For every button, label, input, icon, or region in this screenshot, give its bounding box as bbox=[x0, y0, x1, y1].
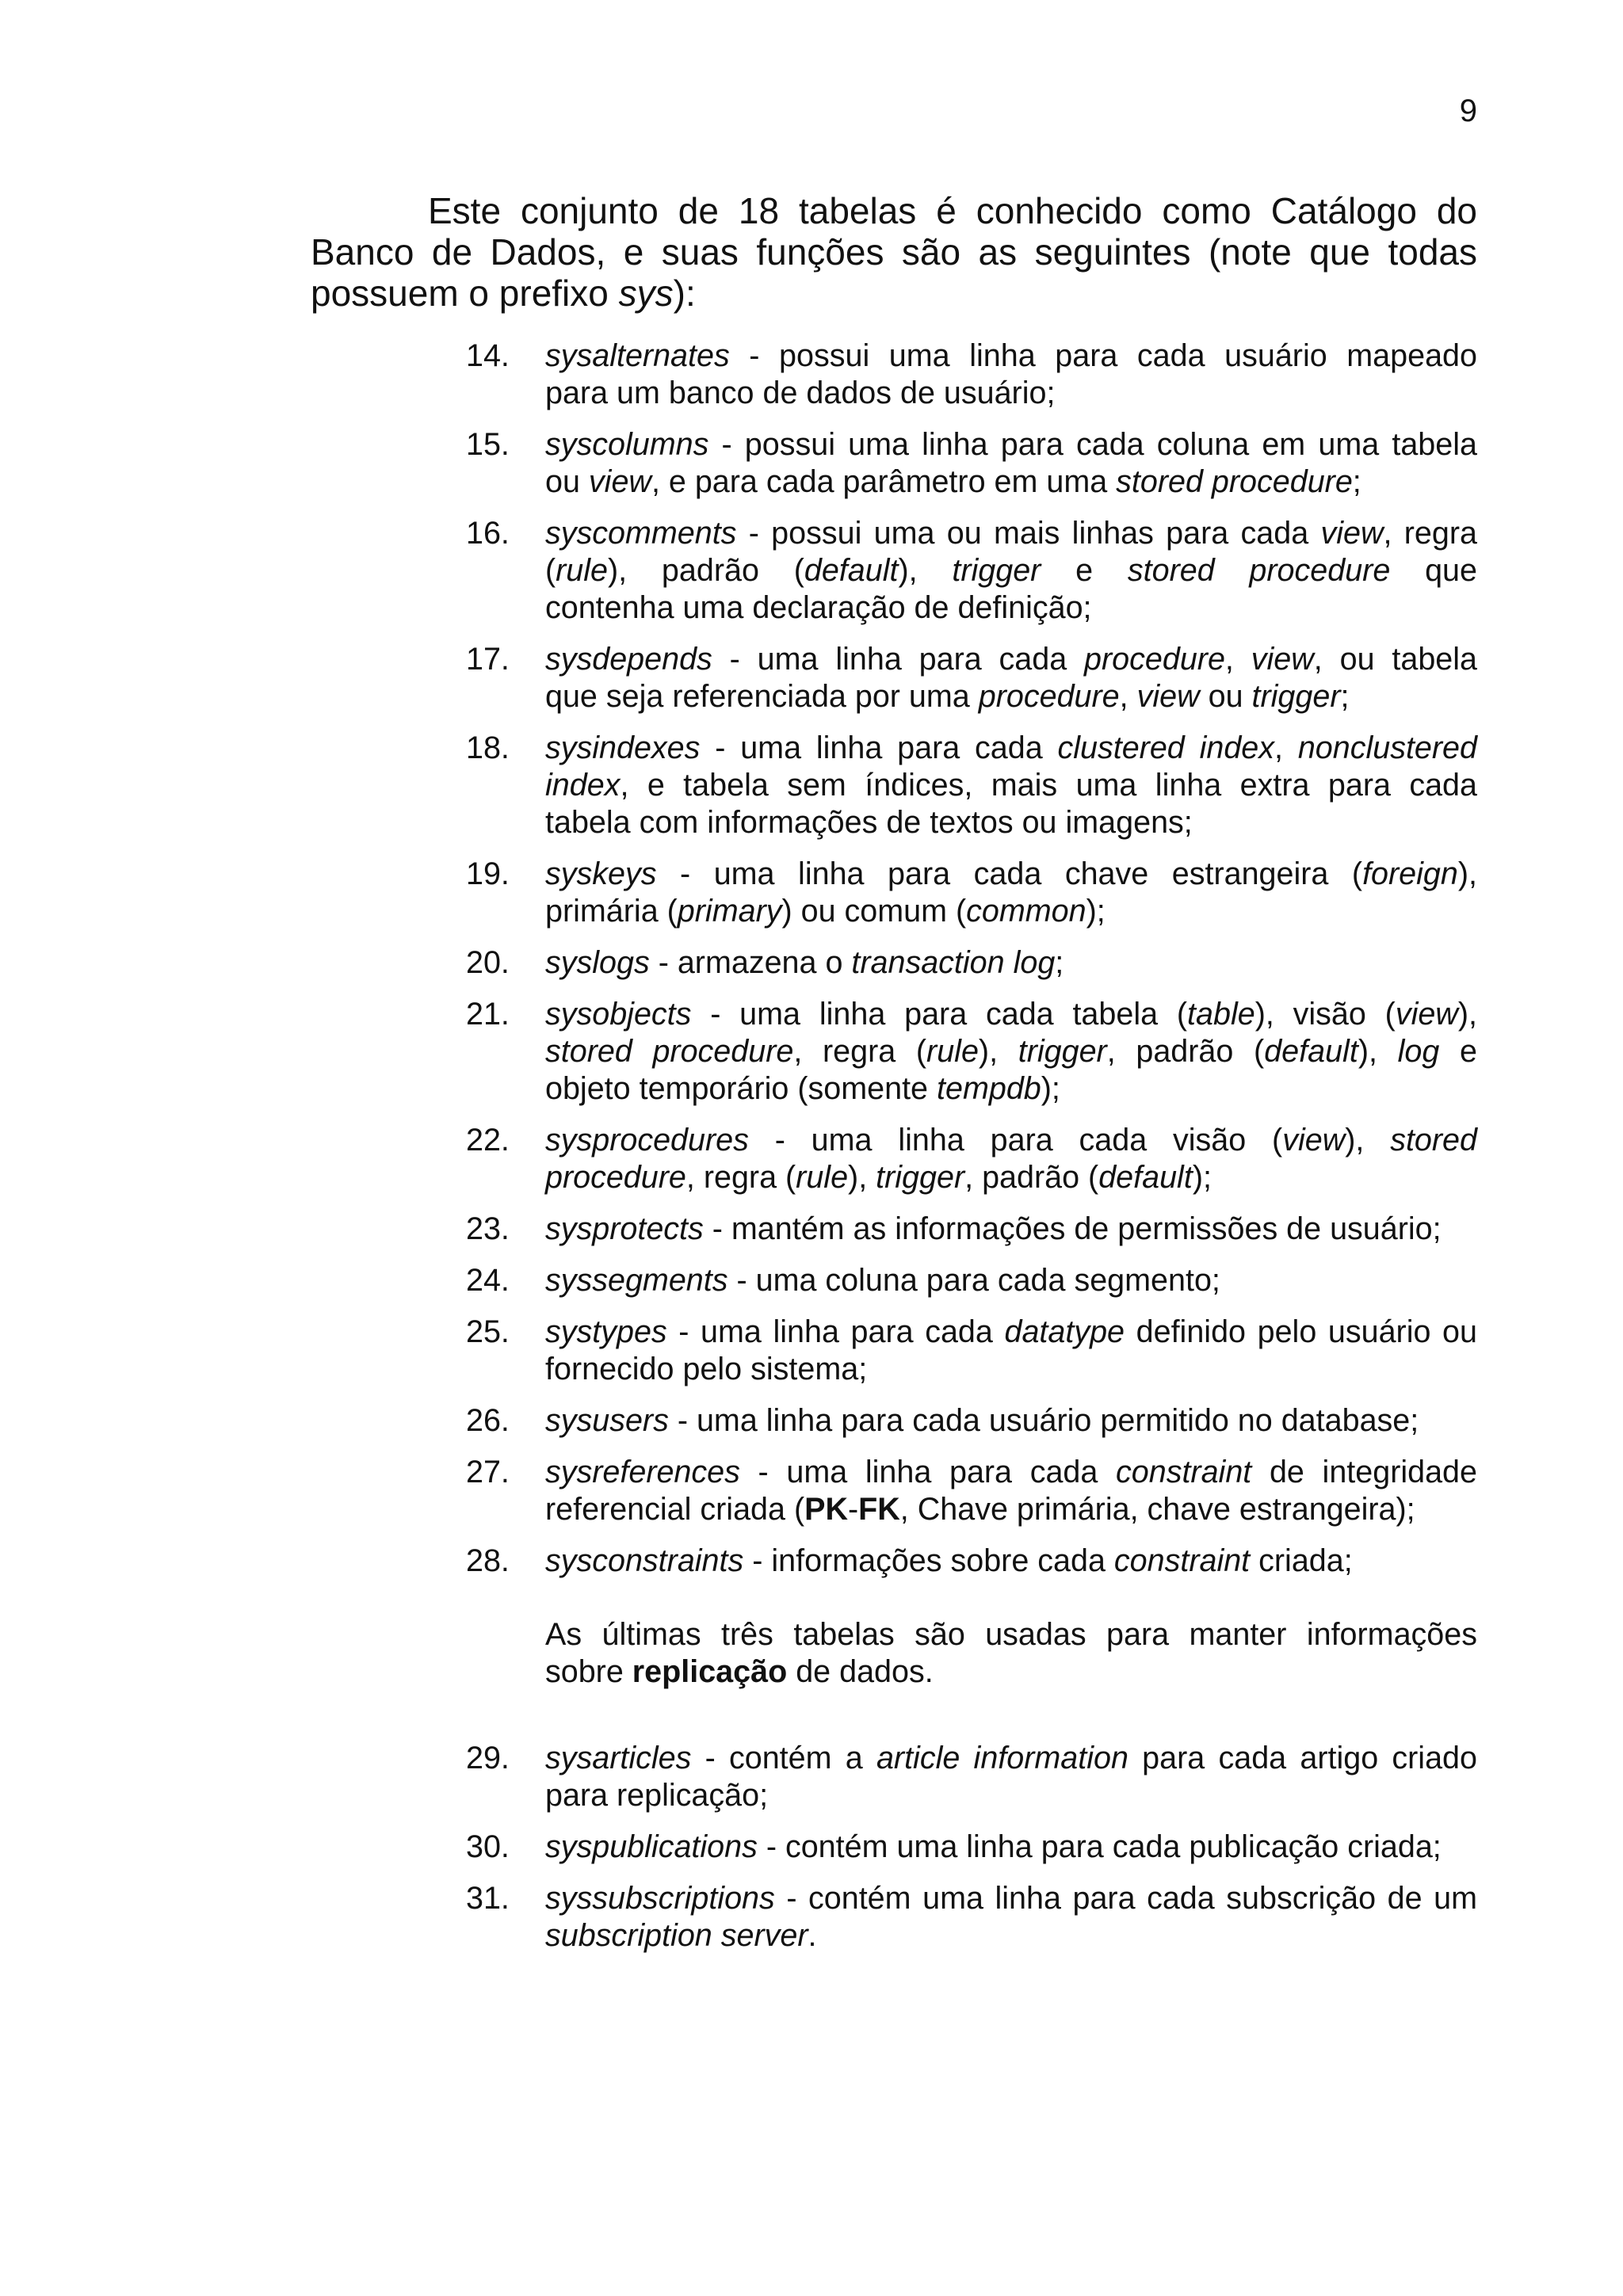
italic-term: stored procedure bbox=[1116, 464, 1353, 499]
italic-term: view bbox=[1251, 642, 1314, 677]
text-segment: , Chave primária, chave estrangeira); bbox=[899, 1492, 1415, 1527]
list-item-number: 27. bbox=[466, 1455, 510, 1489]
italic-term: sysobjects bbox=[545, 997, 692, 1032]
text-segment: , bbox=[1119, 679, 1137, 714]
list-item-number: 30. bbox=[466, 1829, 510, 1864]
list-item bbox=[466, 996, 1477, 1108]
italic-term: sysalternates bbox=[545, 338, 730, 373]
text-line bbox=[545, 515, 1477, 552]
italic-term: syskeys bbox=[545, 856, 657, 891]
italic-term: procedure bbox=[1084, 642, 1225, 677]
bold-term: PK bbox=[804, 1492, 848, 1527]
italic-term: procedure bbox=[545, 1160, 686, 1195]
list-item-number: 29. bbox=[466, 1741, 510, 1775]
text-segment: - uma linha para cada bbox=[666, 1314, 1005, 1349]
text-segment: ; bbox=[1340, 679, 1350, 714]
italic-term: sysindexes bbox=[545, 730, 701, 765]
text-line bbox=[545, 1314, 1477, 1351]
list-item-number: 24. bbox=[466, 1263, 510, 1298]
italic-term: default bbox=[1098, 1160, 1193, 1195]
text-segment: ), bbox=[898, 553, 953, 588]
italic-term: sysusers bbox=[545, 1403, 669, 1438]
text-segment: para um banco de dados de usuário; bbox=[545, 376, 1056, 410]
list-item bbox=[466, 1211, 1477, 1248]
text-segment: criada; bbox=[1250, 1543, 1353, 1578]
list-item bbox=[466, 1454, 1477, 1528]
text-line bbox=[545, 1880, 1477, 1917]
intro-line-2: Banco de Dados, e suas funções são as seguintes (note que todas bbox=[311, 231, 1477, 273]
italic-term: datatype bbox=[1004, 1314, 1125, 1349]
text-segment: - informações sobre cada bbox=[743, 1543, 1114, 1578]
list-item bbox=[466, 338, 1477, 412]
text-segment: , ou tabela bbox=[1313, 642, 1478, 677]
text-line bbox=[545, 1262, 1477, 1299]
text-segment: - uma coluna para cada segmento; bbox=[727, 1263, 1220, 1298]
text-line bbox=[545, 375, 1477, 412]
text-line bbox=[545, 1616, 1477, 1653]
text-line bbox=[545, 1740, 1477, 1777]
italic-term: default bbox=[804, 553, 899, 588]
italic-term: sysprotects bbox=[545, 1211, 704, 1246]
text-segment: ), bbox=[1345, 1123, 1391, 1158]
text-segment: - uma linha para cada tabela ( bbox=[691, 997, 1188, 1032]
list-item-number: 16. bbox=[466, 516, 510, 551]
intro-line-3-text: possuem o prefixo bbox=[311, 273, 619, 314]
text-segment: sobre bbox=[545, 1654, 632, 1689]
text-segment: que seja referenciada por uma bbox=[545, 679, 979, 714]
text-segment: que bbox=[1390, 553, 1477, 588]
text-segment: - contém uma linha para cada subscrição de um bbox=[774, 1881, 1477, 1916]
list-item bbox=[466, 1543, 1477, 1580]
text-segment: - uma linha para cada chave estrangeira ( bbox=[656, 856, 1363, 891]
italic-term: systypes bbox=[545, 1314, 667, 1349]
italic-term: trigger bbox=[952, 553, 1041, 588]
list-item bbox=[466, 1122, 1477, 1196]
text-line bbox=[545, 552, 1477, 589]
list-item bbox=[466, 641, 1477, 715]
text-line bbox=[545, 1653, 1477, 1691]
text-segment: ), bbox=[1457, 856, 1477, 891]
table-list bbox=[466, 338, 1477, 1955]
list-item bbox=[466, 1314, 1477, 1388]
italic-term: transaction log bbox=[851, 945, 1056, 980]
list-item-number: 23. bbox=[466, 1211, 510, 1246]
replication-note bbox=[466, 1616, 1477, 1691]
text-line bbox=[545, 944, 1477, 982]
italic-term: procedure bbox=[978, 679, 1120, 714]
italic-term: syslogs bbox=[545, 945, 650, 980]
list-item-number: 26. bbox=[466, 1403, 510, 1438]
list-item bbox=[466, 944, 1477, 982]
italic-term: view bbox=[1395, 997, 1458, 1032]
text-segment: ); bbox=[1041, 1071, 1060, 1106]
text-segment: - uma linha para cada visão ( bbox=[748, 1123, 1283, 1158]
text-segment: - possui uma ou mais linhas para cada bbox=[736, 516, 1321, 551]
list-item-number: 14. bbox=[466, 338, 510, 373]
text-line bbox=[545, 1070, 1477, 1108]
text-segment: ou bbox=[1199, 679, 1252, 714]
text-line bbox=[545, 996, 1477, 1033]
text-segment: - bbox=[847, 1492, 859, 1527]
list-item bbox=[466, 1829, 1477, 1866]
text-line bbox=[545, 426, 1477, 463]
intro-line-3-end: ): bbox=[673, 273, 696, 314]
text-line bbox=[545, 1491, 1477, 1528]
text-segment: ), bbox=[978, 1034, 1018, 1069]
text-line bbox=[545, 804, 1477, 841]
italic-term: sysarticles bbox=[545, 1741, 692, 1775]
text-segment: As últimas três tabelas são usadas para manter informações bbox=[545, 1617, 1477, 1652]
bold-term: FK bbox=[858, 1492, 900, 1527]
list-item-number: 15. bbox=[466, 427, 510, 462]
text-segment: ou bbox=[545, 464, 589, 499]
italic-term: stored procedure bbox=[1127, 553, 1391, 588]
italic-term: syscomments bbox=[545, 516, 737, 551]
text-segment: ) ou comum ( bbox=[781, 894, 967, 929]
text-line bbox=[545, 1777, 1477, 1814]
text-segment: e bbox=[1041, 553, 1128, 588]
italic-term: sysconstraints bbox=[545, 1543, 744, 1578]
text-segment: ), bbox=[848, 1160, 876, 1195]
text-segment: - mantém as informações de permissões de usuário; bbox=[703, 1211, 1442, 1246]
text-line bbox=[545, 1351, 1477, 1388]
list-item bbox=[466, 426, 1477, 501]
text-segment: , bbox=[1224, 642, 1251, 677]
list-item-number: 25. bbox=[466, 1314, 510, 1349]
text-line bbox=[545, 641, 1477, 678]
text-segment: de integridade bbox=[1251, 1455, 1477, 1489]
text-segment: , padrão ( bbox=[964, 1160, 1099, 1195]
list-item-number: 20. bbox=[466, 945, 510, 980]
text-segment: ; bbox=[1352, 464, 1361, 499]
text-segment: - uma linha para cada bbox=[700, 730, 1058, 765]
text-segment: , padrão ( bbox=[1106, 1034, 1265, 1069]
list-item bbox=[466, 856, 1477, 930]
intro-paragraph bbox=[311, 190, 1477, 314]
italic-term: syspublications bbox=[545, 1829, 758, 1864]
text-segment: referencial criada ( bbox=[545, 1492, 805, 1527]
list-item bbox=[466, 1262, 1477, 1299]
text-line bbox=[545, 856, 1477, 893]
list-item bbox=[466, 1402, 1477, 1440]
text-segment: , e para cada parâmetro em uma bbox=[651, 464, 1117, 499]
text-line bbox=[545, 678, 1477, 715]
italic-term: foreign bbox=[1362, 856, 1458, 891]
italic-term: rule bbox=[926, 1034, 979, 1069]
intro-line-1: Este conjunto de 18 tabelas é conhecido como Catálogo do bbox=[428, 190, 1477, 231]
italic-term: constraint bbox=[1113, 1543, 1251, 1578]
text-line bbox=[545, 893, 1477, 930]
list-item bbox=[466, 730, 1477, 841]
text-line bbox=[545, 463, 1477, 501]
text-segment: definido pelo usuário ou bbox=[1125, 1314, 1477, 1349]
italic-term: view bbox=[1282, 1123, 1346, 1158]
text-segment: - contém a bbox=[691, 1741, 876, 1775]
text-segment: , regra ( bbox=[685, 1160, 796, 1195]
italic-term: stored procedure bbox=[545, 1034, 794, 1069]
list-item bbox=[466, 1740, 1477, 1814]
list-item-number: 17. bbox=[466, 642, 510, 677]
text-line bbox=[545, 767, 1477, 804]
italic-term: trigger bbox=[1018, 1034, 1107, 1069]
text-segment: ), bbox=[1358, 1034, 1398, 1069]
text-segment: - possui uma linha para cada usuário mapeado bbox=[729, 338, 1477, 373]
text-segment: , regra bbox=[1383, 516, 1477, 551]
text-segment: - armazena o bbox=[649, 945, 852, 980]
italic-term: syssubscriptions bbox=[545, 1881, 775, 1916]
italic-term: tempdb bbox=[937, 1071, 1041, 1106]
text-line bbox=[545, 338, 1477, 375]
list-item-number: 28. bbox=[466, 1543, 510, 1578]
text-segment: primária ( bbox=[545, 894, 678, 929]
italic-term: subscription server bbox=[545, 1918, 808, 1953]
italic-term: common bbox=[966, 894, 1086, 929]
italic-term: log bbox=[1397, 1034, 1440, 1069]
italic-term: nonclustered bbox=[1297, 730, 1477, 765]
intro-line-3-italic: sys bbox=[618, 273, 674, 314]
text-line bbox=[545, 1829, 1477, 1866]
text-segment: - uma linha para cada bbox=[712, 642, 1085, 677]
text-line bbox=[545, 1033, 1477, 1070]
text-segment: tabela com informações de textos ou imagens; bbox=[545, 805, 1193, 840]
italic-term: sysprocedures bbox=[545, 1123, 749, 1158]
text-line bbox=[545, 1543, 1477, 1580]
text-segment: , regra ( bbox=[793, 1034, 927, 1069]
text-line bbox=[545, 1122, 1477, 1159]
italic-term: default bbox=[1264, 1034, 1358, 1069]
text-segment: , bbox=[1274, 730, 1298, 765]
italic-term: trigger bbox=[1251, 679, 1341, 714]
text-segment: contenha uma declaração de definição; bbox=[545, 590, 1092, 625]
text-segment: objeto temporário (somente bbox=[545, 1071, 938, 1106]
text-segment: para replicação; bbox=[545, 1778, 769, 1813]
italic-term: index bbox=[545, 768, 621, 803]
text-segment: ); bbox=[1192, 1160, 1212, 1195]
italic-term: syscolumns bbox=[545, 427, 709, 462]
list-item-number: 31. bbox=[466, 1881, 510, 1916]
italic-term: primary bbox=[677, 894, 782, 929]
italic-term: article information bbox=[876, 1741, 1128, 1775]
text-line bbox=[545, 1159, 1477, 1196]
text-line bbox=[545, 1402, 1477, 1440]
italic-term: stored bbox=[1390, 1123, 1477, 1158]
list-item-number: 19. bbox=[466, 856, 510, 891]
italic-term: table bbox=[1187, 997, 1255, 1032]
italic-term: sysreferences bbox=[545, 1455, 740, 1489]
text-line bbox=[545, 589, 1477, 627]
italic-term: view bbox=[1320, 516, 1384, 551]
text-segment: para cada artigo criado bbox=[1128, 1741, 1477, 1775]
text-segment: ; bbox=[1055, 945, 1064, 980]
list-item bbox=[466, 515, 1477, 627]
list-item-number: 21. bbox=[466, 997, 510, 1032]
text-segment: . bbox=[808, 1918, 817, 1953]
italic-term: syssegments bbox=[545, 1263, 728, 1298]
italic-term: clustered index bbox=[1057, 730, 1275, 765]
text-segment: - uma linha para cada bbox=[739, 1455, 1117, 1489]
italic-term: rule bbox=[796, 1160, 849, 1195]
text-segment: - possui uma linha para cada coluna em uma tabela bbox=[708, 427, 1477, 462]
list-item bbox=[466, 1880, 1477, 1955]
text-line bbox=[545, 730, 1477, 767]
text-segment: , e tabela sem índices, mais uma linha extra para cada bbox=[620, 768, 1477, 803]
text-segment: ), visão ( bbox=[1254, 997, 1396, 1032]
text-segment: - contém uma linha para cada publicação criada; bbox=[757, 1829, 1442, 1864]
text-line bbox=[545, 1917, 1477, 1955]
text-segment: fornecido pelo sistema; bbox=[545, 1352, 868, 1386]
text-segment: e bbox=[1439, 1034, 1477, 1069]
list-item-number: 18. bbox=[466, 730, 510, 765]
italic-term: constraint bbox=[1116, 1455, 1252, 1489]
italic-term: view bbox=[1136, 679, 1200, 714]
italic-term: sysdepends bbox=[545, 642, 712, 677]
list-item-number: 22. bbox=[466, 1123, 510, 1158]
italic-term: rule bbox=[556, 553, 609, 588]
text-segment: ); bbox=[1086, 894, 1106, 929]
text-line bbox=[545, 1454, 1477, 1491]
text-segment: de dados. bbox=[787, 1654, 934, 1689]
page-number: 9 bbox=[1459, 93, 1477, 128]
italic-term: view bbox=[588, 464, 651, 499]
italic-term: trigger bbox=[876, 1160, 965, 1195]
intro-line-3 bbox=[311, 273, 1477, 314]
text-segment: ), bbox=[1457, 997, 1477, 1032]
text-line bbox=[545, 1211, 1477, 1248]
text-segment: ), padrão ( bbox=[608, 553, 804, 588]
text-segment: - uma linha para cada usuário permitido no database; bbox=[668, 1403, 1419, 1438]
text-segment: ( bbox=[545, 553, 556, 588]
bold-term: replicação bbox=[632, 1654, 788, 1689]
